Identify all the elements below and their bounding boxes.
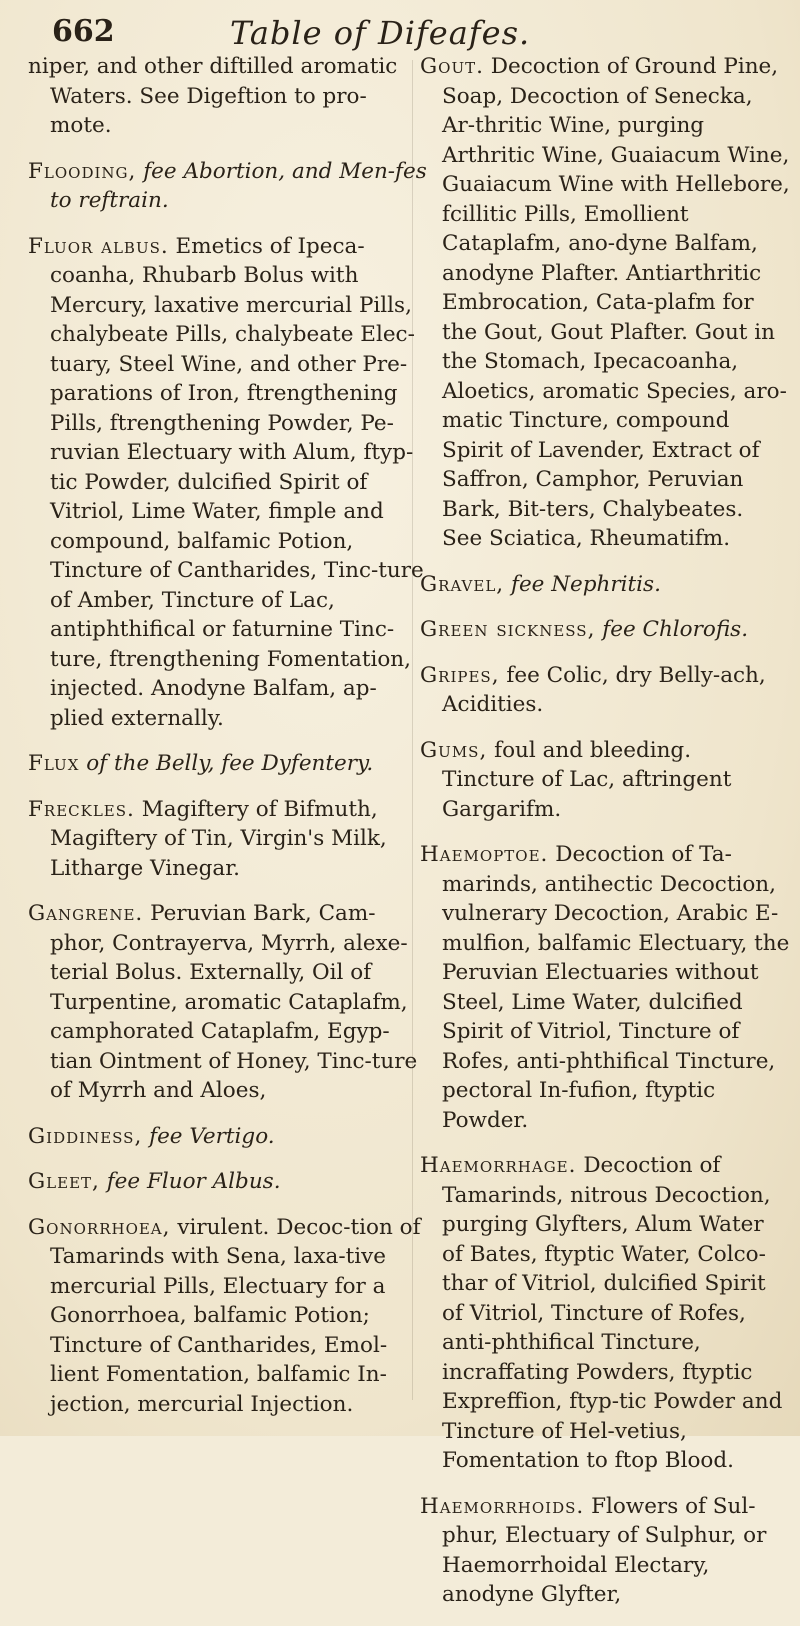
entry-head: Gleet, bbox=[28, 1169, 100, 1194]
entry bbox=[28, 749, 428, 779]
entry bbox=[420, 52, 790, 554]
right-column bbox=[420, 52, 790, 1626]
page-header bbox=[0, 10, 800, 50]
left-column bbox=[28, 52, 428, 1435]
entry-head: Fluor albus. bbox=[28, 233, 169, 259]
entry-body: fee Colic, dry Belly-ach, Acidities. bbox=[442, 662, 766, 717]
entry-head: Flux bbox=[28, 751, 80, 776]
entry bbox=[28, 1167, 428, 1197]
entry bbox=[420, 661, 790, 720]
entry-body: fee Nephritis. bbox=[510, 571, 661, 597]
entry-body: Peruvian Bark, Cam-phor, Contrayerva, Myrrh, alexe-terial Bolus. Externally, Oil of Turpentine, aromatic Cataplafm, camphorated Cataplafm, Egyp-tian Ointment of Honey, Tinc-ture of Myrrh and Aloes, bbox=[50, 901, 418, 1103]
entry-body: fee Chlorofis. bbox=[602, 617, 749, 642]
entry bbox=[420, 736, 790, 825]
entry-body: Emetics of Ipeca-coanha, Rhubarb Bolus with Mercury, laxative mercurial Pills, chalybeate Pills, chalybeate Elec-tuary, Steel Wine, and other Pre-parations of Iron, ftrengthening Pills, ftrengthening Powder, Pe-ruvian Electuary with Alum, ftyp-tic Powder, dulcified Spirit of Vitriol, Lime Water, fimple and compound, balfamic Potion, Tincture of Cantharides, Tinc-ture of Amber, Tincture of Lac, antiphthifical or faturnine Tinc-ture, ftrengthening Fomentation, injected. Anodyne Balfam, ap-plied externally. bbox=[50, 233, 424, 731]
entry-body: Decoction of Ground Pine, Soap, Decoction of Senecka, Ar-thritic Wine, purging Arthritic Wine, Guaiacum Wine, Guaiacum Wine with Hellebore, fcillitic Pills, Emollient Cataplafm, ano-dyne Balfam, anodyne Plafter. Antiarthritic Embrocation, Cata-plafm for the Gout, Gout Plafter. Gout in the Stomach, Ipecacoanha, Aloetics, aromatic Species, aro-matic Tincture, compound Spirit of Lavender, Extract of Saffron, Camphor, Peruvian Bark, Bit-ters, Chalybeates. See Sciatica, Rheumatifm. bbox=[442, 54, 790, 551]
entry-body: of the Belly, fee Dyfentery. bbox=[86, 751, 374, 776]
entry bbox=[420, 1151, 790, 1476]
entry-head: Flooding, bbox=[28, 158, 137, 184]
entry-body: Decoction of Tamarinds, nitrous Decoction, purging Glyfters, Alum Water of Bates, ftyptic Water, Colco-thar of Vitriol, dulcified Spirit of Vitriol, Tincture of Rofes, anti-phthifical Tincture, incraffating Powders, ftyptic Expreffion, ftyp-tic Powder and Tincture of Hel-vetius, Fomentation to ftop Blood. bbox=[442, 1153, 783, 1473]
entry-head: Haemorrhage. bbox=[420, 1153, 577, 1178]
page-number: 662 bbox=[52, 14, 115, 49]
entry-body: Flowers of Sul-phur, Electuary of Sulphur, or Haemorrhoidal Electary, anodyne Glyfter, bbox=[442, 1493, 767, 1607]
entry bbox=[28, 795, 428, 884]
entry bbox=[28, 232, 428, 734]
entry-head: Giddiness, bbox=[28, 1123, 143, 1149]
entry-head: Haemorrhoids. bbox=[420, 1493, 585, 1519]
entry bbox=[28, 157, 428, 216]
entry-body: fee Fluor Albus. bbox=[106, 1169, 281, 1194]
entry-head: Gonorrhoea, bbox=[28, 1214, 171, 1240]
entry-body: Decoction of Ta-marinds, antihectic Decoction, vulnerary Decoction, Arabic E-mulfion, balfamic Electuary, the Peruvian Electuaries without Steel, Lime Water, dulcified Spirit of Vitriol, Tincture of Rofes, anti-phthifical Tincture, pectoral In-fufion, ftyptic Powder. bbox=[442, 842, 790, 1133]
entry-body: virulent. Decoc-tion of Tamarinds with Sena, laxa-tive mercurial Pills, Electuary for a Gonorrhoea, balfamic Potion; Tincture of Cantharides, Emol-lient Fomentation, balfamic In-jection, mercurial Injection. bbox=[50, 1214, 421, 1417]
entry-head: Gangrene. bbox=[28, 901, 144, 926]
entry-body: fee Abortion, and Men-fes to reftrain. bbox=[50, 158, 427, 213]
entry-head: Freckles. bbox=[28, 796, 135, 822]
entry-head: Haemoptoe. bbox=[420, 842, 549, 867]
entry bbox=[28, 52, 428, 141]
entry bbox=[420, 840, 790, 1135]
entry-head: Gravel, bbox=[420, 571, 505, 597]
entry bbox=[28, 899, 428, 1106]
entry-body: niper, and other diftilled aromatic Waters. See Digeftion to pro-mote. bbox=[28, 54, 398, 138]
entry bbox=[28, 1213, 428, 1420]
entry bbox=[420, 570, 790, 600]
entry-body: fee Vertigo. bbox=[149, 1123, 275, 1149]
entry bbox=[28, 1122, 428, 1152]
running-title: Table of Difeafes. bbox=[230, 14, 531, 52]
entry bbox=[420, 1492, 790, 1610]
entry-head: Gums, bbox=[420, 737, 488, 763]
entry-head: Gripes, bbox=[420, 662, 500, 688]
entry-body: Magiftery of Bifmuth, Magiftery of Tin, Virgin's Milk, Litharge Vinegar. bbox=[50, 796, 387, 881]
entry-head: Gout. bbox=[420, 54, 484, 79]
entry bbox=[420, 615, 790, 645]
entry-head: Green sickness, bbox=[420, 617, 596, 642]
entry-body: foul and bleeding. Tincture of Lac, aftringent Gargarifm. bbox=[442, 737, 732, 822]
